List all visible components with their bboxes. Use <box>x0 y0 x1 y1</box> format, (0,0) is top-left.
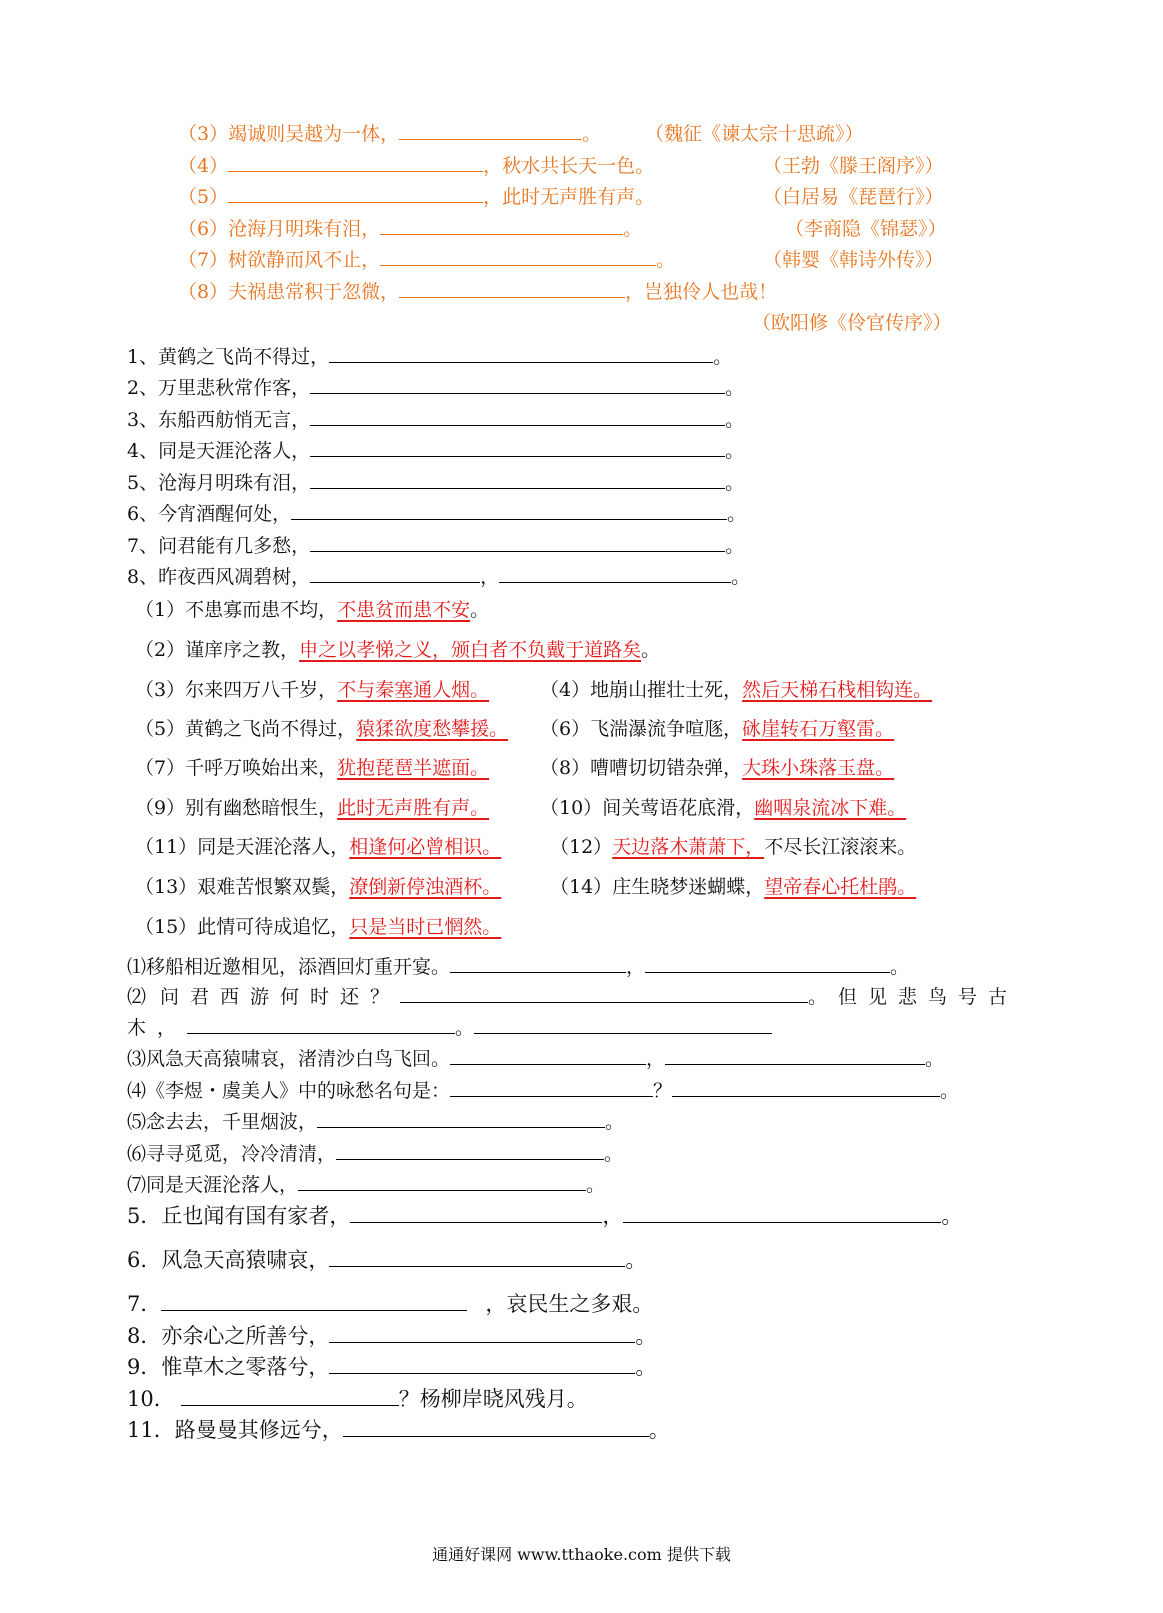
question-e9 <box>127 1353 656 1380</box>
question-text: 此情可待成追忆， <box>197 916 350 938</box>
answer-text: 不与秦塞通人烟。 <box>337 679 490 701</box>
question-text: 飞湍瀑流争喧豗， <box>590 718 743 740</box>
answer-blank[interactable] <box>450 1076 653 1097</box>
answer-blank[interactable] <box>399 119 582 140</box>
question-text: 《李煜・虞美人》中的咏愁名句是： <box>146 1080 451 1102</box>
answer-blank[interactable] <box>623 1202 941 1223</box>
answer-text: 相逢何必曾相识。 <box>349 836 502 858</box>
question-number: 1、 <box>127 346 159 368</box>
question-text: 东船西舫悄无言， <box>158 409 311 431</box>
question-text: 今宵酒醒何处， <box>158 503 292 525</box>
question-text: 。 <box>605 1111 625 1133</box>
question-number: 2、 <box>127 377 159 399</box>
question-text: ， <box>646 1048 666 1070</box>
question-d5 <box>127 1107 624 1135</box>
answered-item-5 <box>135 716 508 742</box>
question-text: 移船相近邀相见，添酒回灯重开宴。 <box>146 956 451 978</box>
question-number: 11． <box>127 1418 175 1442</box>
question-text: 不患寡而患不均， <box>185 599 338 621</box>
question-d4 <box>127 1076 959 1104</box>
question-e7 <box>127 1290 653 1317</box>
answer-text: 望帝春心托杜鹃。 <box>764 876 917 898</box>
question-number: （5） <box>178 186 229 208</box>
question-number: ⑺ <box>127 1174 147 1196</box>
answer-text: 大珠小珠落玉盘。 <box>742 757 895 779</box>
answer-blank[interactable] <box>336 1139 604 1160</box>
question-number: （4） <box>178 155 229 177</box>
answer-blank[interactable] <box>329 1322 635 1343</box>
question-text: ， <box>602 1204 624 1228</box>
question-text: 。 <box>725 409 745 431</box>
question-a8 <box>178 277 777 305</box>
question-text: 。 <box>941 1204 963 1228</box>
question-text: 不尽长江滚滚来。 <box>764 836 917 858</box>
question-text: ，此时无声胜有声。 <box>483 186 655 208</box>
answer-blank[interactable] <box>665 1044 925 1065</box>
question-text: 。 <box>635 1324 657 1348</box>
question-d3 <box>127 1044 944 1072</box>
question-text: ， <box>480 566 500 588</box>
question-text: 。 <box>623 218 643 240</box>
question-text: 。 <box>727 503 747 525</box>
question-number: （8） <box>178 281 229 303</box>
question-text: 。 <box>725 535 745 557</box>
question-number: （7） <box>178 249 229 271</box>
question-number: 6． <box>127 1248 162 1272</box>
answer-text: 猿猱欲度愁攀援。 <box>356 718 509 740</box>
question-text: 。 <box>925 1048 945 1070</box>
question-text: 地崩山摧壮士死， <box>590 679 743 701</box>
question-number: （14） <box>550 876 613 898</box>
answer-blank[interactable] <box>310 562 480 583</box>
answer-blank[interactable] <box>329 1246 625 1267</box>
question-number: ⑸ <box>127 1111 147 1133</box>
answer-blank[interactable] <box>645 952 890 973</box>
answer-text: 申之以孝悌之义，颁白者不负戴于道路矣 <box>299 639 642 661</box>
question-text: 别有幽愁暗恨生， <box>185 797 338 819</box>
answer-blank[interactable] <box>450 952 626 973</box>
question-text: ？杨柳岸晓风残月。 <box>398 1387 588 1411</box>
question-number: （1） <box>135 599 186 621</box>
question-number: （6） <box>540 718 591 740</box>
answer-blank[interactable] <box>329 1353 635 1374</box>
answer-text: 天边落木萧萧下， <box>612 836 765 858</box>
question-number: ⑷ <box>127 1080 147 1102</box>
question-number: 5． <box>127 1204 162 1228</box>
question-text: 。 <box>470 599 490 621</box>
question-e6 <box>127 1246 646 1273</box>
answer-blank[interactable] <box>310 436 725 457</box>
question-text: 。 <box>656 249 676 271</box>
question-number: （15） <box>135 916 198 938</box>
question-text: 。 <box>725 472 745 494</box>
question-number: 7、 <box>127 535 159 557</box>
question-b4 <box>127 436 744 464</box>
question-text: 艰难苦恨繁双鬓， <box>197 876 350 898</box>
question-text: 同是天涯沦落人， <box>146 1174 299 1196</box>
question-d2-cont <box>127 1013 772 1041</box>
question-d7 <box>127 1170 605 1198</box>
question-text: ， <box>626 956 646 978</box>
question-text: 。 <box>586 1174 606 1196</box>
answer-blank[interactable] <box>161 1290 467 1311</box>
source-citation: （韩婴《韩诗外传》） <box>763 249 944 271</box>
answered-item-6 <box>540 716 894 742</box>
question-number: （13） <box>135 876 198 898</box>
source-citation: （欧阳修《伶官传序》） <box>752 312 952 334</box>
answer-blank[interactable] <box>380 214 623 235</box>
question-number: （4） <box>540 679 591 701</box>
question-text: 沧海月明珠有泪， <box>158 472 311 494</box>
question-b3 <box>127 405 744 433</box>
question-text: 。 <box>713 346 733 368</box>
question-number: （9） <box>135 797 186 819</box>
question-number: （5） <box>135 718 186 740</box>
question-a7 <box>178 245 675 273</box>
answered-item-12 <box>550 834 916 860</box>
answer-blank[interactable] <box>310 531 725 552</box>
answer-text: 潦倒新停浊酒杯。 <box>349 876 502 898</box>
question-text: 。但见悲鸟号古 <box>808 986 1019 1008</box>
question-b8 <box>127 562 750 590</box>
question-text: 念去去，千里烟波， <box>146 1111 318 1133</box>
answer-blank[interactable] <box>329 342 713 363</box>
answer-text: 然后天梯石栈相钩连。 <box>742 679 933 701</box>
question-a6 <box>178 214 642 242</box>
answer-text: 不患贫而患不安 <box>337 599 471 621</box>
question-text: 。 <box>940 1080 960 1102</box>
answer-text: 砯崖转石万壑雷。 <box>742 718 895 740</box>
question-text: 问君西游何时还？ <box>160 986 401 1008</box>
question-text: ，秋水共长天一色。 <box>483 155 655 177</box>
question-number: ⑶ <box>127 1048 147 1070</box>
question-text: 同是天涯沦落人， <box>158 440 311 462</box>
answer-blank[interactable] <box>310 468 725 489</box>
answered-item-4 <box>540 677 932 703</box>
question-text: 。 <box>625 1248 647 1272</box>
question-text: 。 <box>455 1017 475 1039</box>
answer-blank[interactable] <box>310 373 725 394</box>
answered-item-1 <box>135 597 489 623</box>
answered-item-10 <box>540 795 906 821</box>
question-text: 谨庠序之教， <box>185 639 300 661</box>
question-text: 庄生晓梦迷蝴蝶， <box>612 876 765 898</box>
question-text: ，岂独伶人也哉！ <box>625 281 778 303</box>
answered-item-8 <box>540 755 894 781</box>
question-b7 <box>127 531 744 559</box>
question-number: ⑵ <box>127 986 147 1008</box>
question-text: 。 <box>635 1355 657 1379</box>
question-d1 <box>127 952 909 980</box>
answered-item-7 <box>135 755 489 781</box>
question-number: （10） <box>540 797 603 819</box>
question-e10 <box>127 1385 588 1412</box>
question-number: 8、 <box>127 566 159 588</box>
answer-blank[interactable] <box>450 1044 646 1065</box>
answered-item-15 <box>135 914 501 940</box>
answered-item-11 <box>135 834 501 860</box>
question-text: 。 <box>648 1418 670 1442</box>
question-text: 。 <box>731 566 751 588</box>
question-a3 <box>178 119 601 147</box>
question-text: 问君能有几多愁， <box>158 535 311 557</box>
answer-blank[interactable] <box>499 562 731 583</box>
question-text: 。 <box>604 1143 624 1165</box>
question-d6 <box>127 1139 623 1167</box>
answer-text: 犹抱琵琶半遮面。 <box>337 757 490 779</box>
question-text: ，哀民生之多艰。 <box>485 1292 654 1316</box>
question-number: （6） <box>178 218 229 240</box>
answer-blank[interactable] <box>228 151 483 172</box>
source-citation: （魏征《谏太宗十思疏》） <box>645 123 864 145</box>
answer-blank[interactable] <box>181 1385 399 1406</box>
question-text: 黄鹤之飞尚不得过， <box>158 346 330 368</box>
question-number: 5、 <box>127 472 159 494</box>
question-text: 。 <box>582 123 602 145</box>
question-text: 黄鹤之飞尚不得过， <box>185 718 357 740</box>
source-citation: （李商隐《锦瑟》） <box>785 218 947 240</box>
question-b2 <box>127 373 744 401</box>
answer-text: 幽咽泉流冰下难。 <box>754 797 907 819</box>
answer-blank[interactable] <box>380 245 656 266</box>
answer-blank[interactable] <box>350 1202 602 1223</box>
question-text: 路曼曼其修远兮， <box>174 1418 343 1442</box>
question-number: ⑹ <box>127 1143 147 1165</box>
question-number: （3） <box>135 679 186 701</box>
question-text: 。 <box>641 639 661 661</box>
question-text: 。 <box>890 956 910 978</box>
answer-blank[interactable] <box>672 1076 940 1097</box>
answer-blank[interactable] <box>399 277 625 298</box>
question-number: 6、 <box>127 503 159 525</box>
question-text: 丘也闻有国有家者， <box>161 1204 351 1228</box>
question-number: 10． <box>127 1387 175 1411</box>
question-text: 惟草木之零落兮， <box>161 1355 330 1379</box>
question-text: 风急天高猿啸哀， <box>161 1248 330 1272</box>
question-number: （8） <box>540 757 591 779</box>
question-e5 <box>127 1202 962 1229</box>
answer-blank[interactable] <box>474 1013 772 1034</box>
question-a5 <box>178 182 654 210</box>
question-b6 <box>127 499 746 527</box>
question-b1 <box>127 342 732 370</box>
question-number: （12） <box>550 836 613 858</box>
question-text: 昨夜西风凋碧树， <box>158 566 311 588</box>
answer-blank[interactable] <box>291 499 727 520</box>
question-text: 千呼万唤始出来， <box>185 757 338 779</box>
answer-blank[interactable] <box>400 982 808 1003</box>
answer-blank[interactable] <box>298 1170 586 1191</box>
question-number: （3） <box>178 123 229 145</box>
answer-blank[interactable] <box>343 1416 649 1437</box>
answered-item-13 <box>135 874 501 900</box>
answer-blank[interactable] <box>310 405 725 426</box>
question-text: 同是天涯沦落人， <box>197 836 350 858</box>
question-text: 树欲静而风不止， <box>228 249 381 271</box>
question-number: （2） <box>135 639 186 661</box>
question-d2 <box>127 982 1018 1010</box>
question-text: 尔来四万八千岁， <box>185 679 338 701</box>
question-text: 沧海月明珠有泪， <box>228 218 381 240</box>
question-number: 7． <box>127 1292 162 1316</box>
question-text: 风急天高猿啸哀，渚清沙白鸟飞回。 <box>146 1048 451 1070</box>
question-number: （7） <box>135 757 186 779</box>
answered-item-9 <box>135 795 489 821</box>
question-number: （11） <box>135 836 198 858</box>
question-text: 万里悲秋常作客， <box>158 377 311 399</box>
source-citation: （王勃《滕王阁序》） <box>763 155 944 177</box>
answer-blank[interactable] <box>187 1013 455 1034</box>
question-number: ⑴ <box>127 956 147 978</box>
answered-item-3 <box>135 677 489 703</box>
question-e11 <box>127 1416 670 1443</box>
question-number: 4、 <box>127 440 159 462</box>
answer-blank[interactable] <box>228 182 483 203</box>
question-number: 3、 <box>127 409 159 431</box>
question-text: 木， <box>127 1017 188 1039</box>
question-text: 亦余心之所善兮， <box>161 1324 330 1348</box>
question-text: ？ <box>653 1080 673 1102</box>
question-e8 <box>127 1322 656 1349</box>
answered-item-2 <box>135 637 660 663</box>
question-b5 <box>127 468 744 496</box>
answer-blank[interactable] <box>317 1107 605 1128</box>
answer-text: 此时无声胜有声。 <box>337 797 490 819</box>
question-a4 <box>178 151 654 179</box>
question-text: 寻寻觅觅，冷冷清清， <box>146 1143 337 1165</box>
question-number: 8． <box>127 1324 162 1348</box>
question-number: 9． <box>127 1355 162 1379</box>
question-text: 竭诚则吴越为一体， <box>228 123 400 145</box>
question-text: 。 <box>725 440 745 462</box>
question-text: 间关莺语花底滑， <box>602 797 755 819</box>
page-footer: 通通好课网 www.tthaoke.com 提供下载 <box>432 1545 731 1564</box>
question-text: 夫祸患常积于忽微， <box>228 281 400 303</box>
question-text: 嘈嘈切切错杂弹， <box>590 757 743 779</box>
question-text: 。 <box>725 377 745 399</box>
answered-item-14 <box>550 874 916 900</box>
source-citation: （白居易《琵琶行》） <box>763 186 944 208</box>
answer-text: 只是当时已惘然。 <box>349 916 502 938</box>
